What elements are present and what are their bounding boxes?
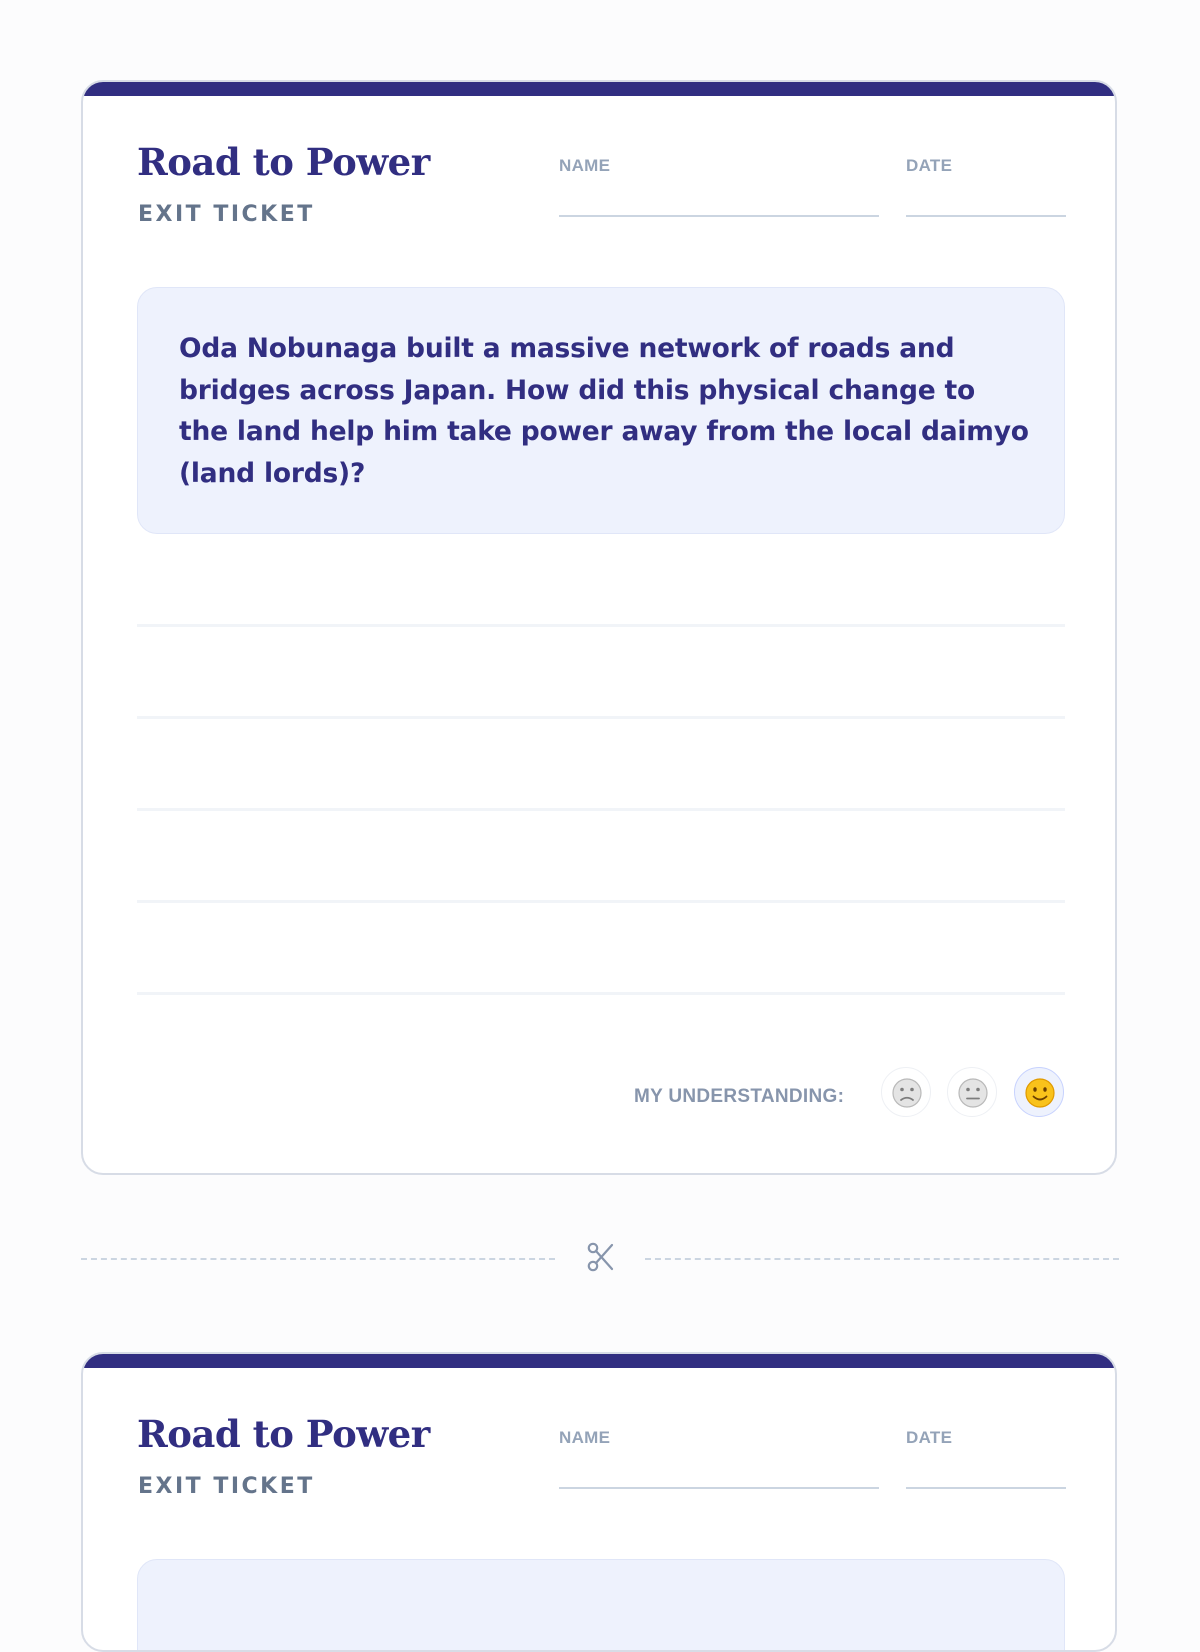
answer-line[interactable] xyxy=(137,992,1065,995)
name-field[interactable] xyxy=(559,215,879,217)
answer-line[interactable] xyxy=(137,624,1065,627)
question-prompt xyxy=(137,1559,1065,1652)
name-field[interactable] xyxy=(559,1487,879,1489)
cut-line-right xyxy=(645,1258,1119,1260)
ticket-accent-bar xyxy=(83,82,1115,96)
answer-line[interactable] xyxy=(137,808,1065,811)
neutral-face-icon[interactable] xyxy=(947,1067,997,1117)
exit-ticket-card xyxy=(81,1352,1117,1652)
date-field[interactable] xyxy=(906,215,1066,217)
ticket-title: Road to Power xyxy=(137,140,430,184)
exit-ticket-card xyxy=(81,80,1117,1175)
date-field-label: DATE xyxy=(906,1428,953,1447)
name-field-label: NAME xyxy=(559,156,611,175)
name-field-label: NAME xyxy=(559,1428,611,1447)
answer-line[interactable] xyxy=(137,900,1065,903)
date-field[interactable] xyxy=(906,1487,1066,1489)
ticket-subtitle: EXIT TICKET xyxy=(138,202,315,227)
understanding-label: MY UNDERSTANDING: xyxy=(634,1086,845,1107)
ticket-title: Road to Power xyxy=(137,1412,430,1456)
sad-face-icon[interactable] xyxy=(881,1067,931,1117)
ticket-accent-bar xyxy=(83,1354,1115,1368)
answer-line[interactable] xyxy=(137,716,1065,719)
date-field-label: DATE xyxy=(906,156,953,175)
question-prompt: Oda Nobunaga built a massive network of roads and bridges across Japan. How did this physical change to the land help him take power away from the local daimyo (land lords)? xyxy=(137,287,1065,534)
happy-face-icon[interactable] xyxy=(1014,1067,1064,1117)
scissors-icon xyxy=(585,1240,617,1274)
ticket-subtitle: EXIT TICKET xyxy=(138,1474,315,1499)
cut-line-left xyxy=(81,1258,555,1260)
